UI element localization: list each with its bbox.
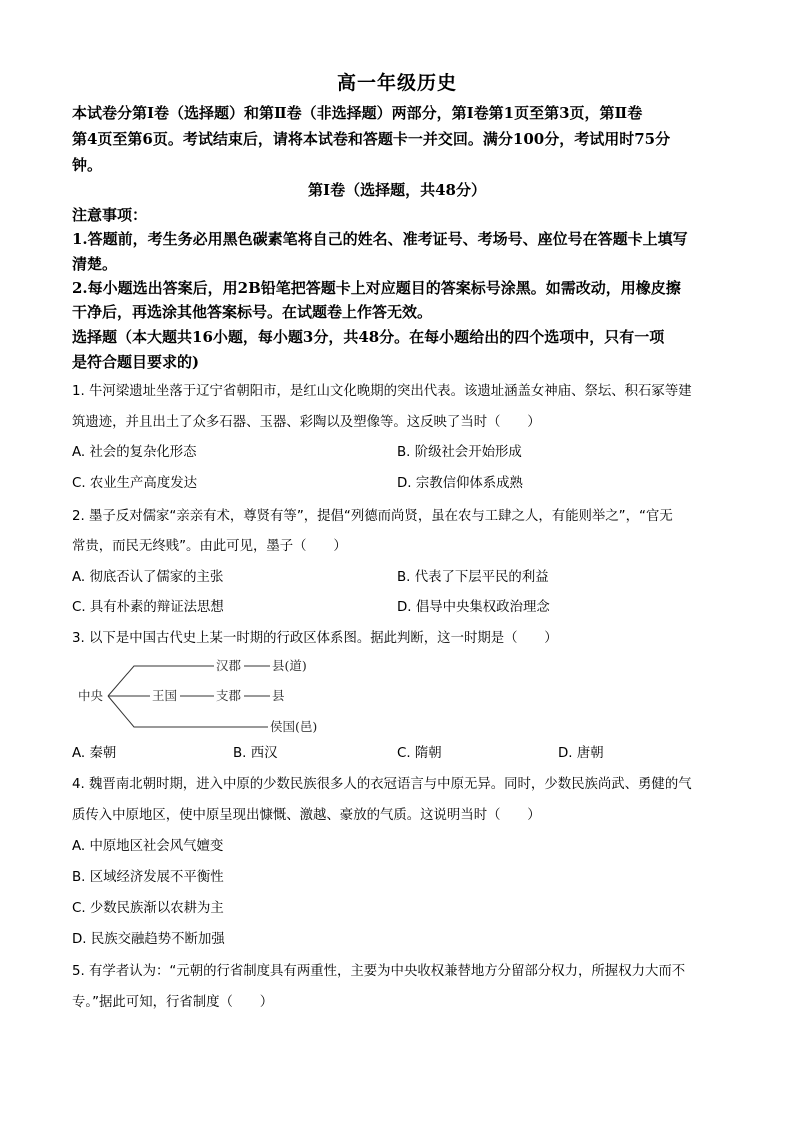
question-1-option-c[interactable]: C. 农业生产高度发达	[72, 476, 197, 491]
question-5-stem: 5. 有学者认为：“元朝的行省制度具有两重性，主要为中央收权兼替地方分留部分权力，所握权力大而不	[72, 964, 686, 979]
question-2-stem: 常贵，而民无终贱”。由此可见，墨子（ ）	[72, 539, 347, 554]
question-2-option-d[interactable]: D. 倡导中央集权政治理念	[397, 600, 550, 615]
note-line: 干净后，再选涂其他答案标号。在试题卷上作答无效。	[72, 303, 433, 321]
question-3-stem: 3. 以下是中国古代史上某一时期的行政区体系图。据此判断，这一时期是（ ）	[72, 631, 558, 646]
choice-intro-line: 选择题（本大题共16小题，每小题3分，共48分。在每小题给出的四个选项中，只有一项	[72, 328, 665, 346]
notes-heading: 注意事项：	[72, 206, 148, 224]
intro-line: 本试卷分第Ⅰ卷（选择题）和第Ⅱ卷（非选择题）两部分，第Ⅰ卷第1页至第3页，第Ⅱ卷	[72, 104, 643, 122]
question-3-option-a[interactable]: A. 秦朝	[72, 746, 117, 761]
note-line: 1.答题前，考生务必用黑色碳素笔将自己的姓名、准考证号、考场号、座位号在答题卡上填写	[72, 230, 688, 248]
diagram-kingdom: 王国	[152, 688, 178, 703]
note-line: 清楚。	[72, 255, 118, 273]
page-title: 高一年级历史	[336, 72, 457, 94]
question-2-option-c[interactable]: C. 具有朴素的辩证法思想	[72, 600, 224, 615]
question-1-option-b[interactable]: B. 阶级社会开始形成	[397, 445, 522, 460]
diagram-center-label: 中央	[78, 688, 104, 703]
question-4-option-b[interactable]: B. 区域经济发展不平衡性	[72, 870, 224, 885]
diagram-county: 县	[272, 688, 285, 703]
question-4-option-a[interactable]: A. 中原地区社会风气嬗变	[72, 839, 224, 854]
question-3-option-d[interactable]: D. 唐朝	[558, 746, 604, 761]
question-3-option-c[interactable]: C. 隋朝	[397, 746, 442, 761]
diagram-branch-bottom	[108, 696, 268, 727]
section-title: 第Ⅰ卷（选择题，共48分）	[308, 181, 486, 199]
question-4-option-c[interactable]: C. 少数民族渐以农耕为主	[72, 901, 224, 916]
intro-line: 第4页至第6页。考试结束后，请将本试卷和答题卡一并交回。满分100分，考试用时75分	[72, 130, 671, 148]
question-1-option-d[interactable]: D. 宗教信仰体系成熟	[397, 476, 523, 491]
question-2-stem: 2. 墨子反对儒家“亲亲有术，尊贤有等”，提倡“列德而尚贤，虽在农与工肆之人，有能则举之”，“官无	[72, 509, 673, 524]
question-1-stem: 1. 牛河梁遗址坐落于辽宁省朝阳市，是红山文化晚期的突出代表。该遗址涵盖女神庙、祭坛、积石冢等建	[72, 384, 692, 399]
question-2-option-a[interactable]: A. 彻底否认了儒家的主张	[72, 570, 224, 585]
question-4-stem: 4. 魏晋南北朝时期，进入中原的少数民族很多人的衣冠语言与中原无异。同时，少数民族尚武、勇健的气	[72, 777, 692, 792]
question-4-stem: 质传入中原地区，使中原呈现出慷慨、激越、豪放的气质。这说明当时（ ）	[72, 808, 541, 823]
question-1-option-a[interactable]: A. 社会的复杂化形态	[72, 445, 197, 460]
note-line: 2.每小题选出答案后，用2B铅笔把答题卡上对应题目的答案标号涂黑。如需改动，用橡皮擦	[72, 279, 681, 297]
question-4-option-d[interactable]: D. 民族交融趋势不断加强	[72, 932, 225, 947]
diagram-han-commandery: 汉郡	[216, 658, 242, 673]
intro-line: 钟。	[72, 156, 103, 174]
diagram-county-road: 县(道)	[272, 658, 307, 673]
diagram-marquisate: 侯国(邑)	[270, 719, 318, 734]
administrative-system-diagram	[72, 652, 342, 738]
choice-intro-line: 是符合题目要求的)	[72, 353, 200, 371]
question-2-option-b[interactable]: B. 代表了下层平民的利益	[397, 570, 549, 585]
diagram-branch-commandery: 支郡	[216, 688, 242, 703]
question-5-stem: 专。”据此可知，行省制度（ ）	[72, 995, 274, 1010]
question-1-stem: 筑遗迹，并且出土了众多石器、玉器、彩陶以及塑像等。这反映了当时（ ）	[72, 415, 541, 430]
question-3-option-b[interactable]: B. 西汉	[233, 746, 278, 761]
